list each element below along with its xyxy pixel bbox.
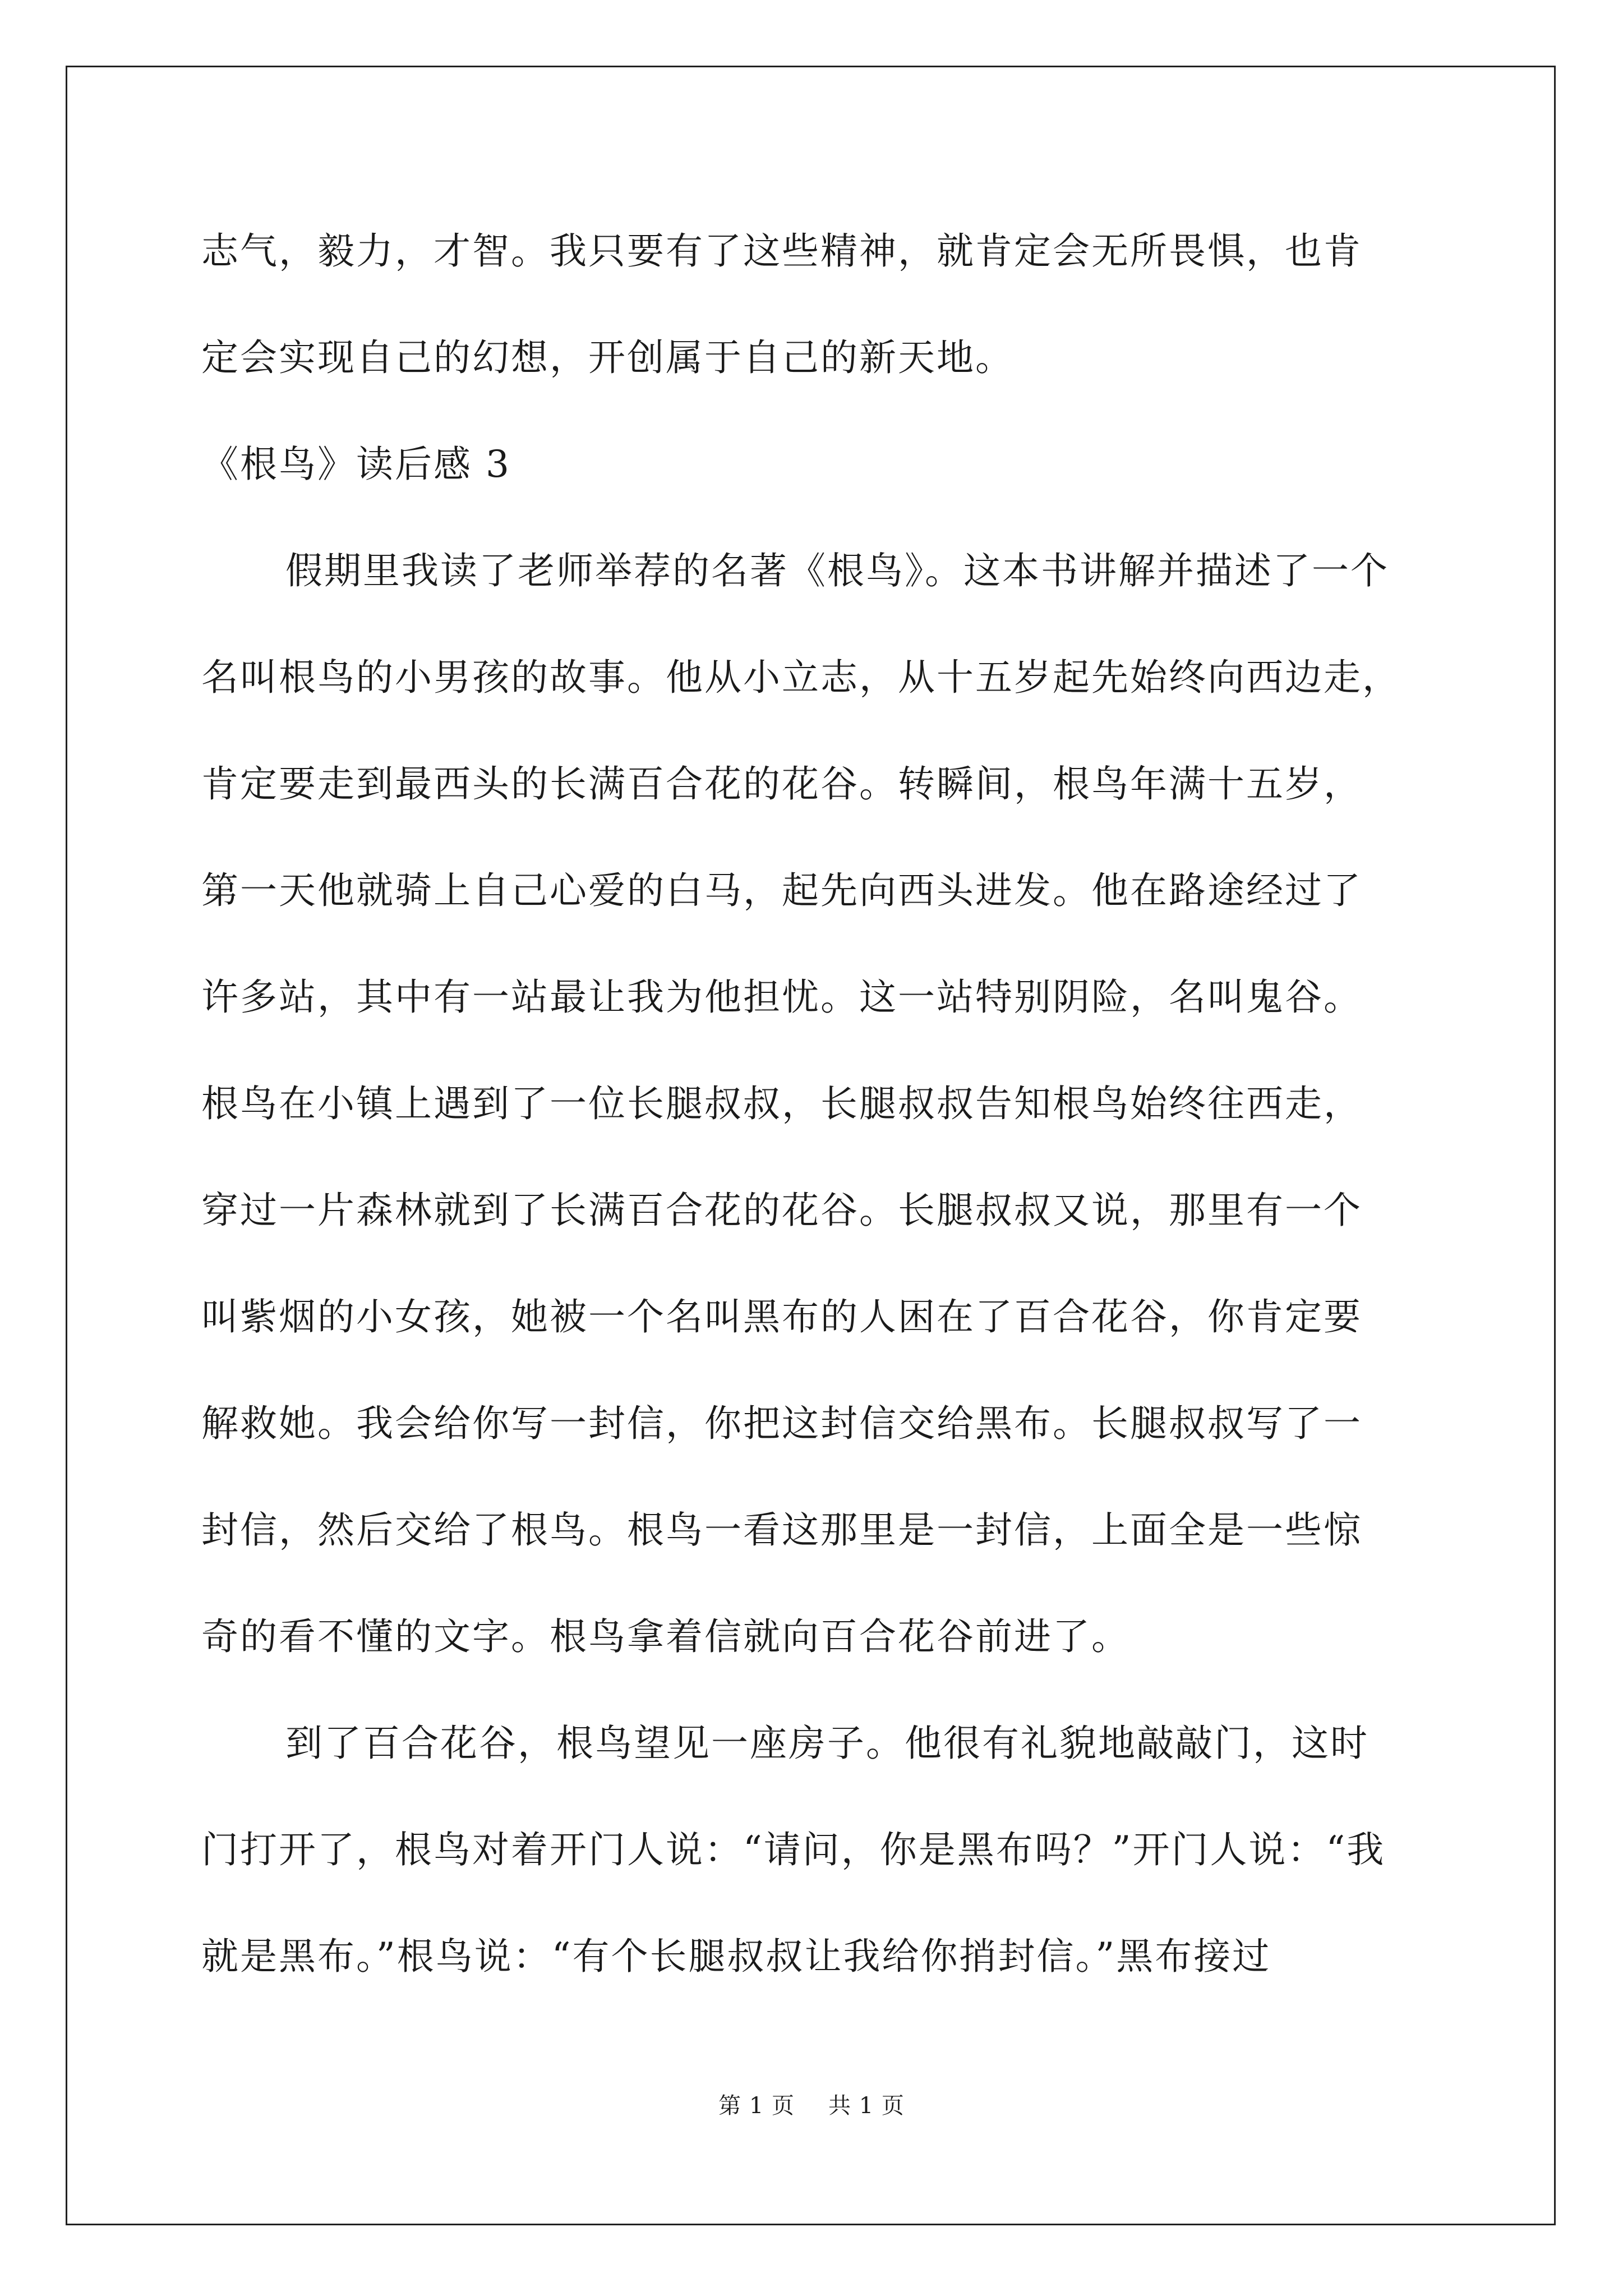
text-line: 肯定要走到最西头的长满百合花的花谷。转瞬间，根鸟年满十五岁， xyxy=(201,762,1362,806)
text-line: 第一天他就骑上自己心爱的白马，起先向西头进发。他在路途经过了 xyxy=(201,869,1362,912)
text-line: 叫紫烟的小女孩，她被一个名叫黑布的人困在了百合花谷，你肯定要 xyxy=(201,1295,1362,1338)
text-line: 许多站，其中有一站最让我为他担忧。这一站特别阴险，名叫鬼谷。 xyxy=(201,976,1362,1019)
text-line: 解救她。我会给你写一封信，你把这封信交给黑布。长腿叔叔写了一 xyxy=(201,1402,1362,1445)
page-number: 第 1 页 xyxy=(718,2093,795,2119)
page-total: 共 1 页 xyxy=(828,2093,905,2119)
text-line: 根鸟在小镇上遇到了一位长腿叔叔，长腿叔叔告知根鸟始终往西走， xyxy=(201,1082,1362,1125)
text-line: 门打开了，根鸟对着开门人说：“请问，你是黑布吗？”开门人说：“我 xyxy=(201,1828,1386,1871)
text-line: 就是黑布。”根鸟说：“有个长腿叔叔让我给你捎封信。”黑布接过 xyxy=(201,1935,1271,1978)
text-line: 定会实现自己的幻想，开创属于自己的新天地。 xyxy=(201,336,1014,379)
text-line: 奇的看不懂的文字。根鸟拿着信就向百合花谷前进了。 xyxy=(201,1615,1130,1658)
section-heading: 《根鸟》读后感 3 xyxy=(201,443,511,486)
text-line: 志气，毅力，才智。我只要有了这些精神，就肯定会无所畏惧，也肯 xyxy=(201,229,1362,273)
page-footer xyxy=(0,2092,1623,2120)
text-line: 穿过一片森林就到了长满百合花的花谷。长腿叔叔又说，那里有一个 xyxy=(201,1189,1362,1232)
page-border xyxy=(66,66,1556,2225)
text-line: 到了百合花谷，根鸟望见一座房子。他很有礼貌地敲敲门，这时 xyxy=(285,1722,1369,1765)
text-line: 名叫根鸟的小男孩的故事。他从小立志，从十五岁起先始终向西边走， xyxy=(201,656,1401,699)
text-line: 假期里我读了老师举荐的名著《根鸟》。这本书讲解并描述了一个 xyxy=(285,549,1389,592)
text-line: 封信，然后交给了根鸟。根鸟一看这那里是一封信，上面全是一些惊 xyxy=(201,1508,1362,1552)
